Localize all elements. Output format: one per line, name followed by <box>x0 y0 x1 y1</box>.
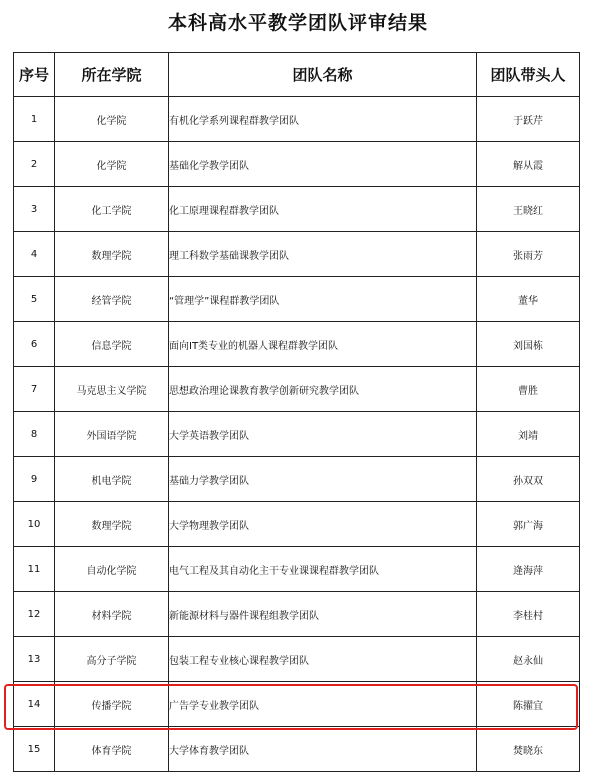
row-team-name: 基础力学教学团队 <box>169 457 477 502</box>
row-number: 1 <box>14 97 55 142</box>
row-number: 2 <box>14 142 55 187</box>
row-number: 6 <box>14 322 55 367</box>
table-row <box>14 142 580 187</box>
row-college: 经管学院 <box>55 277 169 322</box>
row-team-name: 面向IT类专业的机器人课程群教学团队 <box>169 322 477 367</box>
row-team-name: 有机化学系列课程群教学团队 <box>169 97 477 142</box>
row-team-leader: 董华 <box>477 277 580 322</box>
table-row <box>14 187 580 232</box>
row-college: 化工学院 <box>55 187 169 232</box>
row-team-name: 广告学专业教学团队 <box>169 682 477 727</box>
table-row <box>14 277 580 322</box>
row-team-leader: 王晓红 <box>477 187 580 232</box>
row-team-name: 大学物理教学团队 <box>169 502 477 547</box>
row-number: 15 <box>14 727 55 772</box>
table-row <box>14 592 580 637</box>
row-number: 13 <box>14 637 55 682</box>
table-row <box>14 367 580 412</box>
page-title: 本科高水平教学团队评审结果 <box>167 12 428 34</box>
row-team-leader: 郭广海 <box>477 502 580 547</box>
row-college: 体育学院 <box>55 727 169 772</box>
row-team-leader: 逄海萍 <box>477 547 580 592</box>
table-row <box>14 232 580 277</box>
row-team-name: 理工科数学基础课教学团队 <box>169 232 477 277</box>
row-team-leader: 张雨芳 <box>477 232 580 277</box>
table-row <box>14 457 580 502</box>
header-leader: 团队带头人 <box>477 53 580 97</box>
results-table <box>13 52 580 772</box>
table-row <box>14 547 580 592</box>
header-num: 序号 <box>14 53 55 97</box>
row-team-leader: 解从霞 <box>477 142 580 187</box>
row-college: 信息学院 <box>55 322 169 367</box>
row-college: 自动化学院 <box>55 547 169 592</box>
row-college: 材料学院 <box>55 592 169 637</box>
row-team-name: “管理学”课程群教学团队 <box>169 277 477 322</box>
row-team-leader: 李桂村 <box>477 592 580 637</box>
table-row <box>14 412 580 457</box>
row-college: 机电学院 <box>55 457 169 502</box>
row-team-name: 新能源材料与器件课程组教学团队 <box>169 592 477 637</box>
row-number: 9 <box>14 457 55 502</box>
row-team-leader: 孙双双 <box>477 457 580 502</box>
header-team: 团队名称 <box>169 53 477 97</box>
row-college: 外国语学院 <box>55 412 169 457</box>
row-number: 5 <box>14 277 55 322</box>
row-team-name: 思想政治理论课教育教学创新研究教学团队 <box>169 367 477 412</box>
row-college: 数理学院 <box>55 502 169 547</box>
row-team-leader: 刘靖 <box>477 412 580 457</box>
header-row <box>14 53 580 97</box>
row-number: 7 <box>14 367 55 412</box>
row-number: 10 <box>14 502 55 547</box>
row-team-name: 包装工程专业核心课程教学团队 <box>169 637 477 682</box>
table-row-highlighted <box>14 682 580 727</box>
row-number: 14 <box>14 682 55 727</box>
row-team-name: 大学英语教学团队 <box>169 412 477 457</box>
row-team-name: 电气工程及其自动化主干专业课课程群教学团队 <box>169 547 477 592</box>
row-college: 高分子学院 <box>55 637 169 682</box>
row-number: 8 <box>14 412 55 457</box>
table-row <box>14 322 580 367</box>
table-row <box>14 97 580 142</box>
row-team-name: 基础化学教学团队 <box>169 142 477 187</box>
row-team-leader: 曹胜 <box>477 367 580 412</box>
row-number: 11 <box>14 547 55 592</box>
row-college: 数理学院 <box>55 232 169 277</box>
row-team-leader: 刘国栋 <box>477 322 580 367</box>
row-number: 12 <box>14 592 55 637</box>
header-college: 所在学院 <box>55 53 169 97</box>
row-team-leader: 于跃芹 <box>477 97 580 142</box>
table-row <box>14 727 580 772</box>
row-number: 4 <box>14 232 55 277</box>
row-team-leader: 焚晓东 <box>477 727 580 772</box>
row-number: 3 <box>14 187 55 232</box>
table-row <box>14 502 580 547</box>
row-team-leader: 陈擢宜 <box>477 682 580 727</box>
row-college: 化学院 <box>55 142 169 187</box>
row-college: 化学院 <box>55 97 169 142</box>
row-team-name: 化工原理课程群教学团队 <box>169 187 477 232</box>
row-college: 传播学院 <box>55 682 169 727</box>
row-team-name: 大学体育教学团队 <box>169 727 477 772</box>
row-college: 马克思主义学院 <box>55 367 169 412</box>
row-team-leader: 赵永仙 <box>477 637 580 682</box>
table-row <box>14 637 580 682</box>
